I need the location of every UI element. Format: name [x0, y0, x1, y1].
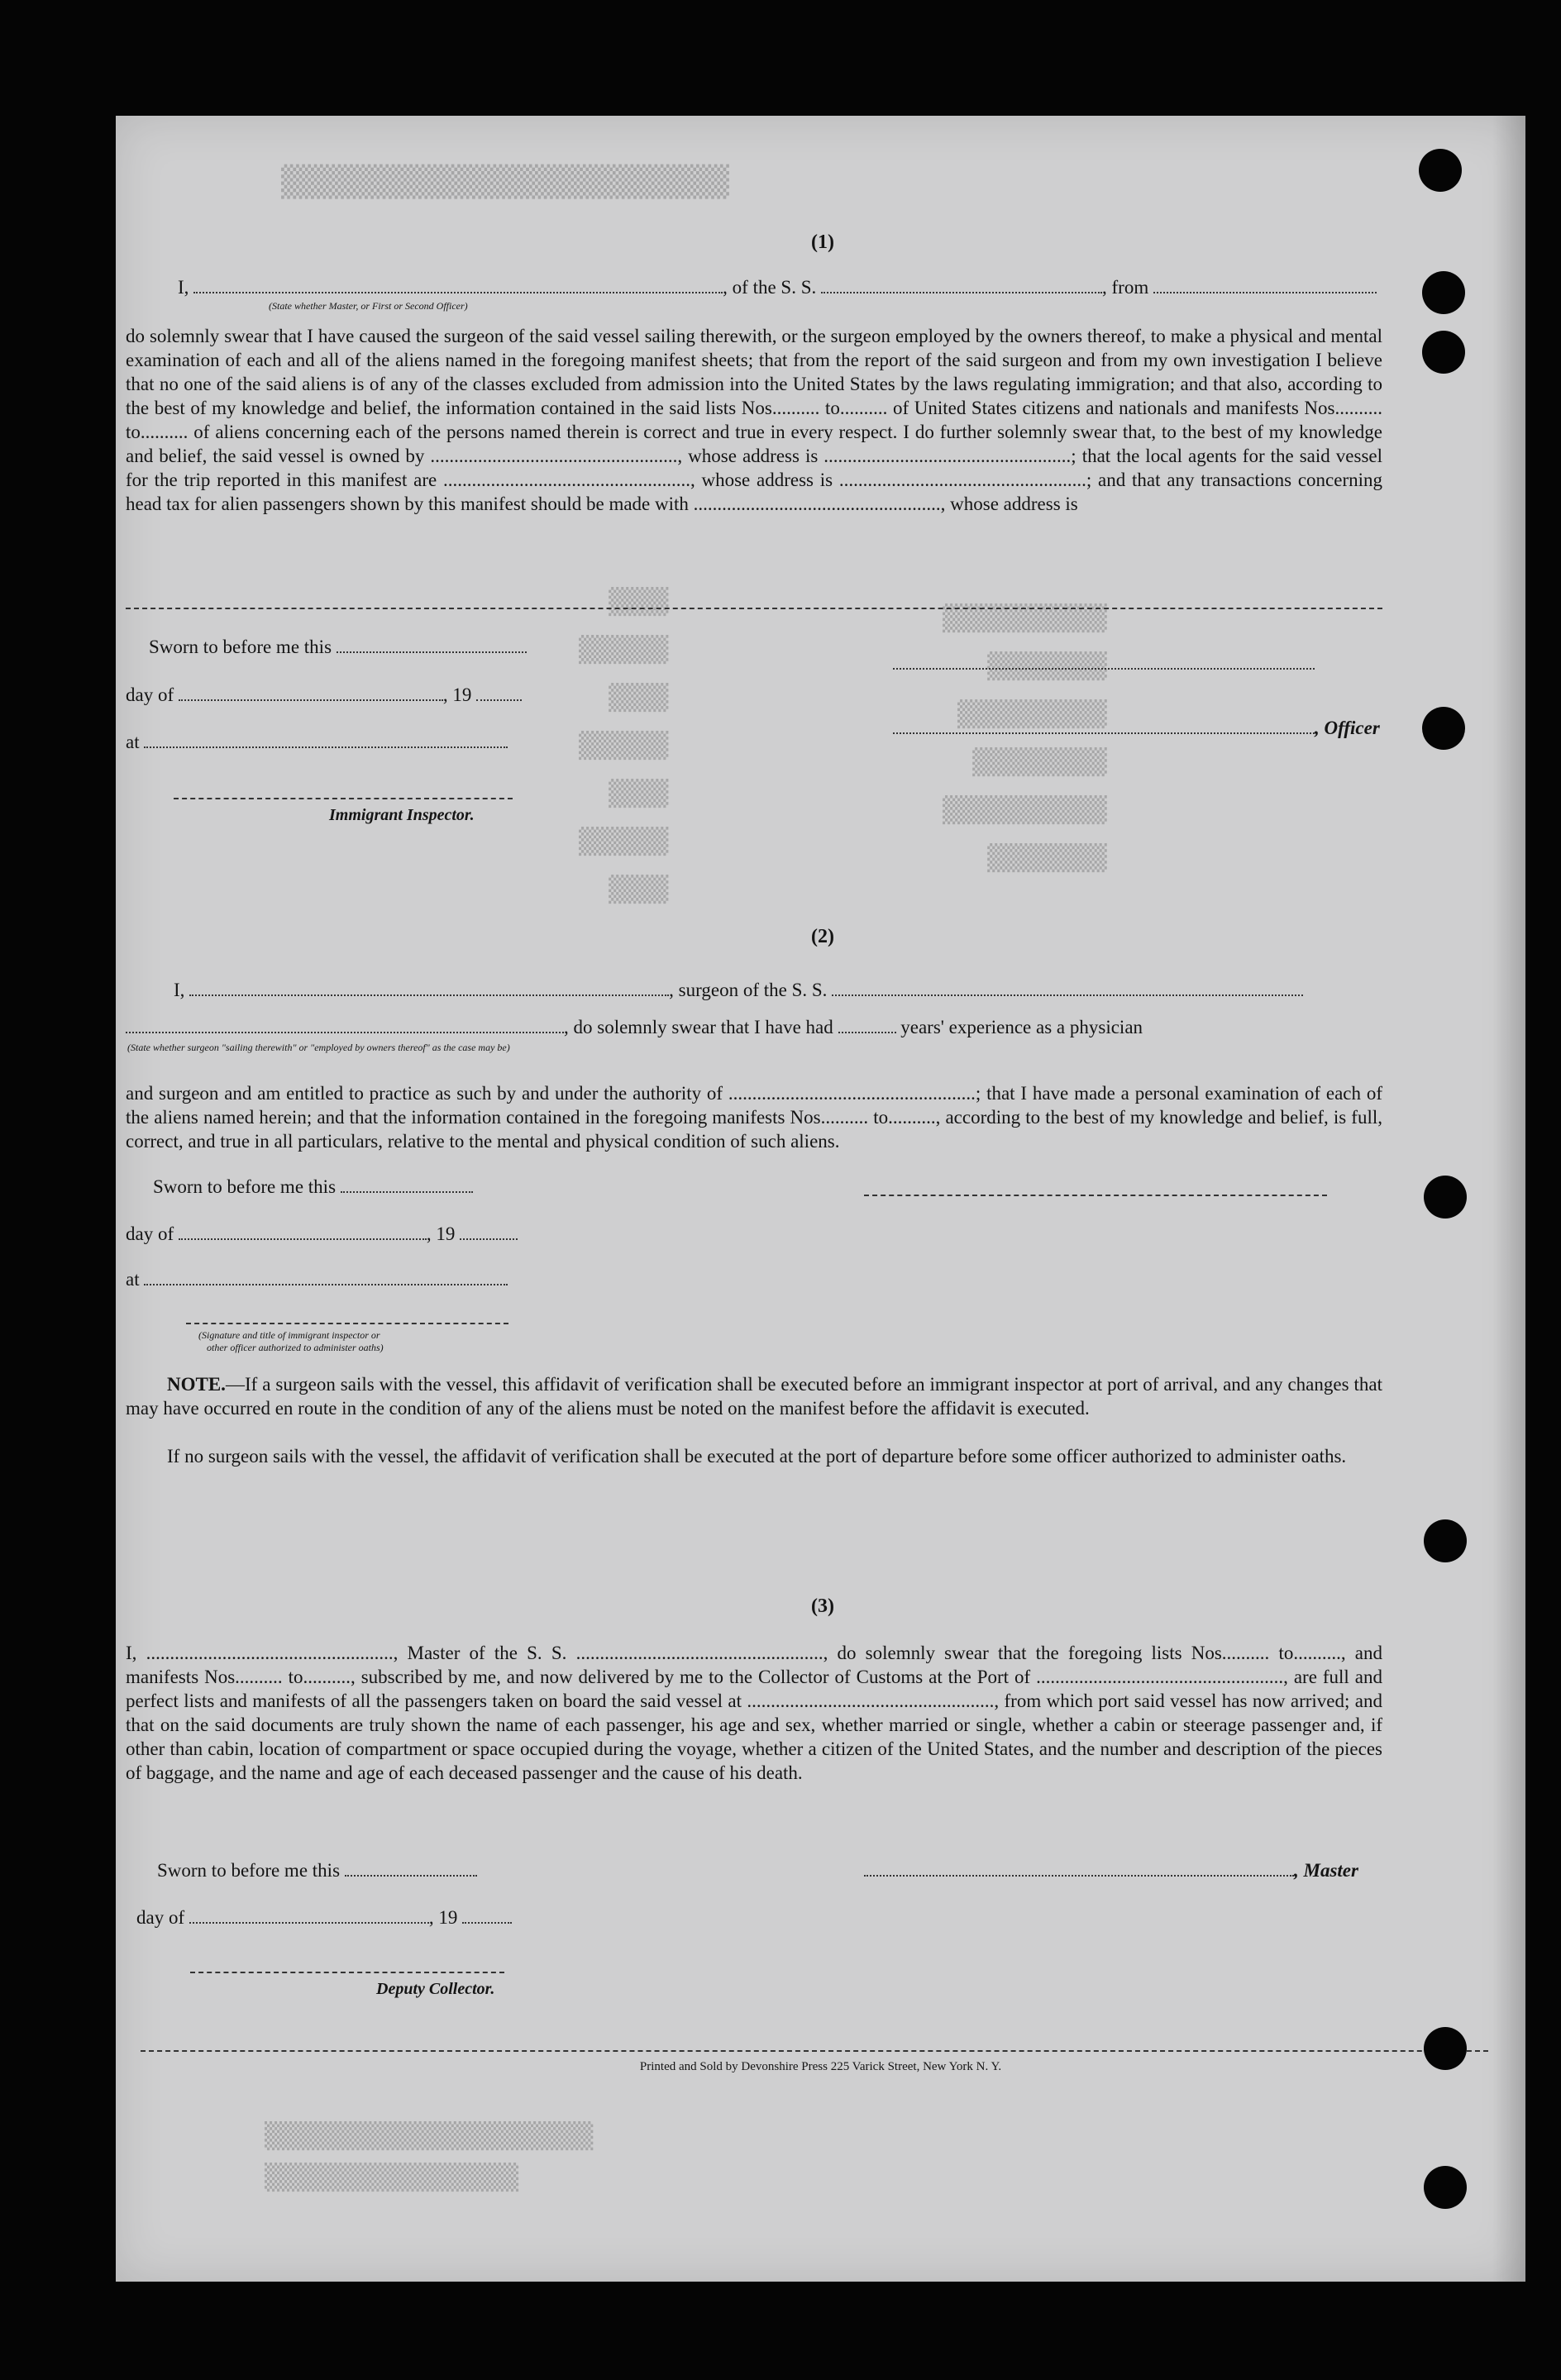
- at-blank-1[interactable]: [144, 732, 508, 748]
- bleed-through-header: ▒▒▒▒▒▒▒▒▒▒▒▒▒▒▒▒▒▒▒▒▒▒▒▒▒: [281, 165, 729, 199]
- surgeon-name-blank[interactable]: [189, 980, 669, 996]
- section-1-rule: [126, 608, 1382, 609]
- at-line-2: [126, 1269, 508, 1290]
- year-blank-3[interactable]: [462, 1907, 512, 1924]
- of-the-ss: , of the S. S.: [723, 277, 817, 298]
- section-2-line-1: [174, 980, 1303, 1001]
- sworn-label-3: Sworn to before me this: [157, 1860, 341, 1881]
- section-1-oath-text: do solemnly swear that I have caused the surgeon of the said vessel sailing therewith, or the surgeon employed by the owners thereof, to make a physical and mental examination of each and all of the aliens named in the foregoing manifest sheets; that from the report of the said surgeon and from my own investigation I believe that no one of the said aliens is of any of the classes excluded from admission into the United States by the laws regulating immigration; and that also, according to the best of my knowledge and belief, the information contained in the said lists Nos.......... to.......... of United States citizens and nationals and manifests Nos.......... to.......... of aliens concerning each of the persons named therein is correct and true in every respect. I do further solemnly swear that, to the best of my knowledge and belief, the said vessel is owned by ...................................................., whose address is ....................................................; that the local agents for the said vessel for the trip reported in this manifest are ...................................................., whose address is ....................................................; and that any transactions concerning head tax for alien passengers shown by this manifest should be made with ...................................................., whose address is: [126, 326, 1382, 514]
- day-line-1: [126, 684, 522, 706]
- officer-label: , Officer: [1315, 718, 1380, 738]
- year-label-2: , 19: [426, 1223, 456, 1244]
- section-1-opening-line: [178, 277, 1377, 298]
- collector-sig-rule: [190, 1972, 504, 1973]
- surgeon-type-note: (State whether surgeon "sailing therewith" or "employed by owners thereof" as the case may be): [127, 1042, 510, 1053]
- surgeon-of-label: , surgeon of the S. S.: [669, 980, 828, 1000]
- port-blank[interactable]: [1153, 277, 1377, 293]
- year-blank-2[interactable]: [460, 1223, 518, 1240]
- footer-rule: [141, 2050, 1488, 2052]
- binder-hole-1: [1419, 149, 1462, 192]
- day-blank-3[interactable]: [189, 1907, 429, 1924]
- sworn-line-2: [153, 1176, 473, 1198]
- sworn-line-3: [157, 1860, 477, 1882]
- officer-blank-top[interactable]: [893, 653, 1315, 670]
- years-experience-label: years' experience as a physician: [900, 1017, 1143, 1037]
- officer-sig-line-1: [893, 653, 1315, 675]
- printer-imprint: Printed and Sold by Devonshire Press 225 Varick Street, New York N. Y.: [639, 2060, 1002, 2073]
- section-2-line-2: [126, 1017, 1143, 1038]
- signature-note-1: (Signature and title of immigrant inspector or: [198, 1329, 380, 1341]
- day-of-label-1: day of: [126, 684, 174, 705]
- sworn-label-2: Sworn to before me this: [153, 1176, 337, 1197]
- vessel-blank[interactable]: [821, 277, 1102, 293]
- note-label: NOTE.: [167, 1374, 226, 1395]
- year-label-3: , 19: [428, 1907, 458, 1928]
- inspector-sig-rule-2: [186, 1323, 508, 1324]
- at-label-1: at: [126, 732, 140, 752]
- surgeon-vessel-blank[interactable]: [832, 980, 1303, 996]
- sworn-line-1: [149, 637, 527, 658]
- day-line-2: [126, 1223, 518, 1245]
- sworn-date-blank-3[interactable]: [345, 1860, 477, 1877]
- day-blank-2[interactable]: [179, 1223, 427, 1240]
- master-label: , Master: [1294, 1860, 1358, 1881]
- years-blank[interactable]: [838, 1017, 896, 1033]
- rank-note: (State whether Master, or First or Second Officer): [269, 300, 468, 312]
- bleed-through-bottom: ▒▒▒▒▒▒▒▒▒▒▒▒▒▒▒▒▒▒▒▒▒▒ ▒▒▒▒▒▒▒▒▒▒▒▒▒▒▒▒▒: [265, 2122, 594, 2192]
- master-sig-blank[interactable]: [864, 1860, 1294, 1877]
- sworn-date-blank-1[interactable]: [337, 637, 527, 653]
- signature-note-2: other officer authorized to administer oaths): [207, 1342, 384, 1353]
- bleed-through-column: ▒▒▒▒ ▒▒▒▒▒▒ ▒▒▒▒ ▒▒▒▒▒▒ ▒▒▒▒ ▒▒▒▒▒▒ ▒▒▒▒: [579, 588, 669, 904]
- day-of-label-3: day of: [136, 1907, 185, 1928]
- master-line: [864, 1860, 1358, 1882]
- binder-hole-5: [1424, 1176, 1467, 1219]
- binder-hole-8: [1424, 2166, 1467, 2209]
- swear-had-label: , do solemnly swear that I have had: [564, 1017, 833, 1037]
- section-3-number: (3): [811, 1595, 834, 1617]
- section-2-oath-text: and surgeon and am entitled to practice as such by and under the authority of ....................................................; that I have made a personal examination of each of the aliens named herein; and that the information contained in the foregoing manifests Nos.......... to.........., according to the best of my knowledge and belief, is full, correct, and true in all particulars, relative to the mental and physical condition of such aliens.: [126, 1083, 1382, 1152]
- officer-sig-blank[interactable]: [893, 718, 1315, 734]
- binder-hole-2: [1422, 271, 1465, 314]
- section-3-oath-text: I, ...................................................., Master of the S. S. ...................................................., do solemnly swear that the foregoing lists Nos.......... to.........., and manifests Nos.......... to.........., subscribed by me, and now delivered by me to the Collector of Customs at the Port of ...................................................., are full and perfect lists and manifests of all the passengers taken on board the said vessel at ...................................................., from which port said vessel has now arrived; and that on the said documents are truly shown the name of each passenger, his age and sex, whether married or single, whether a cabin or steerage passenger and, if other than cabin, location of compartment or space occupied during the voyage, whether a citizen of the United States, and the number and description of the pieces of baggage, and the name and age of each deceased passenger and the cause of his death.: [126, 1643, 1382, 1783]
- bleed-through-names: ▒▒▒▒▒▒▒▒▒▒▒ ▒▒▒▒▒▒▒▒ ▒▒▒▒▒▒▒▒▒▒ ▒▒▒▒▒▒▒▒▒ ▒▒▒▒▒▒▒▒▒▒▒ ▒▒▒▒▒▒▒▒: [943, 604, 1107, 873]
- deputy-collector-label: Deputy Collector.: [376, 1980, 495, 1998]
- i-prefix-2: I,: [174, 980, 185, 1000]
- at-label-2: at: [126, 1269, 140, 1290]
- inspector-sig-rule-1: [174, 798, 513, 799]
- officer-line: [893, 718, 1380, 739]
- year-blank-1[interactable]: [476, 684, 522, 701]
- note-text-1: —If a surgeon sails with the vessel, this affidavit of verification shall be executed before an immigrant inspector at port of arrival, and any changes that may have occurred en route in the condition of any of the aliens must be noted on the manifest before the affidavit is executed.: [126, 1374, 1382, 1419]
- binder-hole-3: [1422, 331, 1465, 374]
- at-line-1: [126, 732, 508, 753]
- sworn-label-1: Sworn to before me this: [149, 637, 332, 657]
- i-prefix: I,: [178, 277, 189, 298]
- binder-hole-7: [1424, 2027, 1467, 2070]
- section-2-number: (2): [811, 926, 834, 947]
- day-blank-1[interactable]: [179, 684, 443, 701]
- sworn-date-blank-2[interactable]: [341, 1176, 473, 1193]
- note-paragraph-1: [126, 1372, 1382, 1420]
- immigrant-inspector-label: Immigrant Inspector.: [329, 806, 475, 824]
- binder-hole-4: [1422, 707, 1465, 750]
- day-of-label-2: day of: [126, 1223, 174, 1244]
- binder-hole-6: [1424, 1519, 1467, 1562]
- surgeon-type-blank[interactable]: [126, 1017, 564, 1033]
- from-label: , from: [1102, 277, 1149, 298]
- note-paragraph-2: If no surgeon sails with the vessel, the affidavit of verification shall be executed at the port of departure before some officer authorized to administer oaths.: [167, 1446, 1347, 1467]
- year-label-1: , 19: [442, 684, 472, 705]
- surgeon-signature-rule: [864, 1195, 1327, 1196]
- section-1-number: (1): [811, 231, 834, 253]
- day-line-3: [136, 1907, 512, 1929]
- name-blank[interactable]: [193, 277, 723, 293]
- manifest-reverse-page: [116, 116, 1525, 2282]
- at-blank-2[interactable]: [144, 1269, 508, 1285]
